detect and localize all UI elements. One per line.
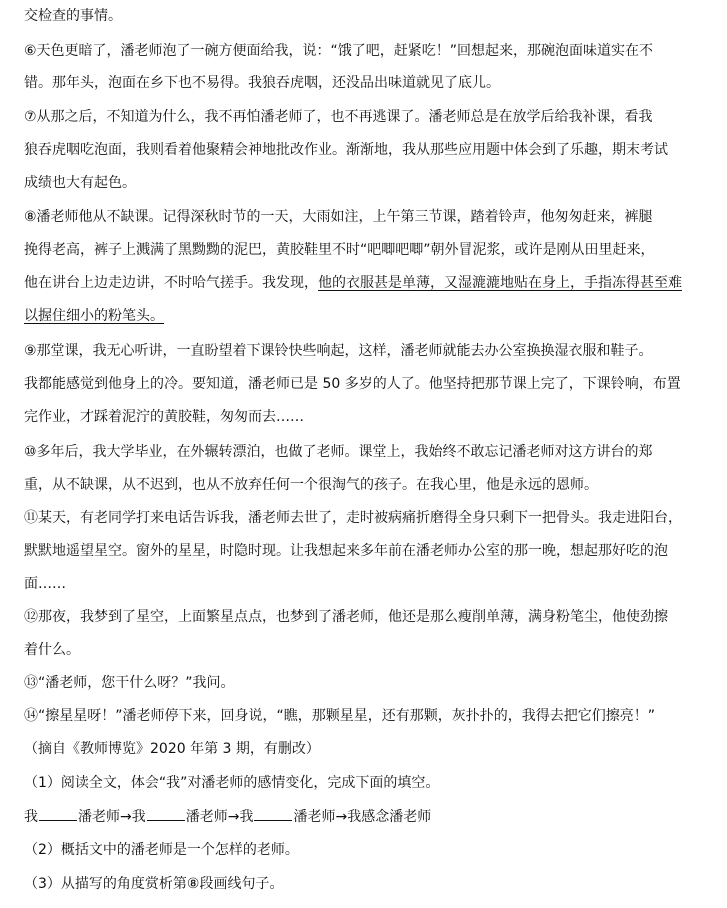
paragraph-9-line-3: 完作业，才踩着泥泞的黄胶鞋，匆匆而去…… <box>24 409 304 425</box>
paragraph-8-line-3 <box>24 273 714 293</box>
paragraph-11-line-1: ⑪某天，有老同学打来电话告诉我，潘老师去世了，走时被病痛折磨得全身只剩下一把骨头。我走进阳台， <box>24 510 682 526</box>
underlined-sentence-part-2: 以握住细小的粉笔头。 <box>24 308 164 324</box>
paragraph-11-line-3: 面…… <box>24 576 66 592</box>
paragraph-12-line-2: 着什么。 <box>24 642 80 658</box>
paragraph-9-line-2: 我都能感觉到他身上的冷。要知道，潘老师已是 50 多岁的人了。他坚持把那节课上完了，下课铃响，布置 <box>24 376 681 392</box>
answer-blank-2[interactable] <box>147 806 185 821</box>
fill-text-2: 潘老师→我 <box>78 809 146 825</box>
question-1-fill-blanks <box>24 806 714 827</box>
underlined-sentence-part-1: 他的衣服甚是单薄，又湿漉漉地贴在身上，手指冻得甚至难 <box>318 275 682 291</box>
paragraph-10-line-2: 重，从不缺课，从不迟到，也从不放弃任何一个很淘气的孩子。在我心里，他是永远的恩师。 <box>24 477 598 493</box>
source-note: （摘自《教师博览》2020 年第 3 期，有删改） <box>24 741 320 757</box>
paragraph-13: ⑬“潘老师，您干什么呀？”我问。 <box>24 675 235 691</box>
paragraph-7-line-3: 成绩也大有起色。 <box>24 175 136 191</box>
paragraph-8-line-1: ⑧潘老师他从不缺课。记得深秋时节的一天，大雨如注，上午第三节课，踏着铃声，他匆匆赶来，裤腿 <box>24 209 653 225</box>
answer-blank-3[interactable] <box>254 806 292 821</box>
question-1: （1）阅读全文，体会“我”对潘老师的感情变化，完成下面的填空。 <box>24 775 440 791</box>
paragraph-9-line-1: ⑨那堂课，我无心听讲，一直盼望着下课铃快些响起，这样，潘老师就能去办公室换换湿衣服和鞋子。 <box>24 343 653 359</box>
paragraph-7-line-2: 狼吞虎咽吃泡面，我则看着他聚精会神地批改作业。渐渐地，我从那些应用题中体会到了乐趣，期末考试 <box>24 142 668 158</box>
paragraph-5-tail: 交检查的事情。 <box>24 8 122 24</box>
fill-text-1: 我 <box>24 809 38 825</box>
paragraph-12-line-1: ⑫那夜，我梦到了星空，上面繁星点点，也梦到了潘老师，他还是那么瘦削单薄，满身粉笔尘，他使劲擦 <box>24 609 668 625</box>
answer-blank-1[interactable] <box>39 806 77 821</box>
paragraph-6-line-1: ⑥天色更暗了，潘老师泡了一碗方便面给我，说：“饿了吧，赶紧吃！”回想起来，那碗泡面味道实在不 <box>24 43 654 59</box>
fill-text-4: 潘老师→我感念潘老师 <box>293 809 432 825</box>
paragraph-14: ⑭“擦星星呀！”潘老师停下来，回身说，“瞧，那颗星星，还有那颗，灰扑扑的，我得去把它们擦亮！” <box>24 708 656 724</box>
paragraph-7-line-1: ⑦从那之后，不知道为什么，我不再怕潘老师了，也不再逃课了。潘老师总是在放学后给我补课，看我 <box>24 109 653 125</box>
fill-text-3: 潘老师→我 <box>185 809 254 825</box>
question-3: （3）从描写的角度赏析第⑧段画线句子。 <box>24 876 284 892</box>
question-2: （2）概括文中的潘老师是一个怎样的老师。 <box>24 842 299 858</box>
paragraph-6-line-2: 错。那年头，泡面在乡下也不易得。我狼吞虎咽，还没品出味道就见了底儿。 <box>24 75 500 91</box>
paragraph-8-plain-text: 他在讲台上边走边讲，不时哈气搓手。我发现， <box>24 275 318 291</box>
paragraph-10-line-1: ⑩多年后，我大学毕业，在外辗转漂泊，也做了老师。课堂上，我始终不敢忘记潘老师对这方讲台的郑 <box>24 444 653 460</box>
paragraph-8-line-2: 挽得老高，裤子上溅满了黑黝黝的泥巴，黄胶鞋里不时“吧唧吧唧”朝外冒泥浆，或许是刚从田里赶来， <box>24 242 655 258</box>
paragraph-11-line-2: 默默地遥望星空。窗外的星星，时隐时现。让我想起来多年前在潘老师办公室的那一晚，想起那好吃的泡 <box>24 543 668 559</box>
paragraph-8-line-4 <box>24 306 714 326</box>
